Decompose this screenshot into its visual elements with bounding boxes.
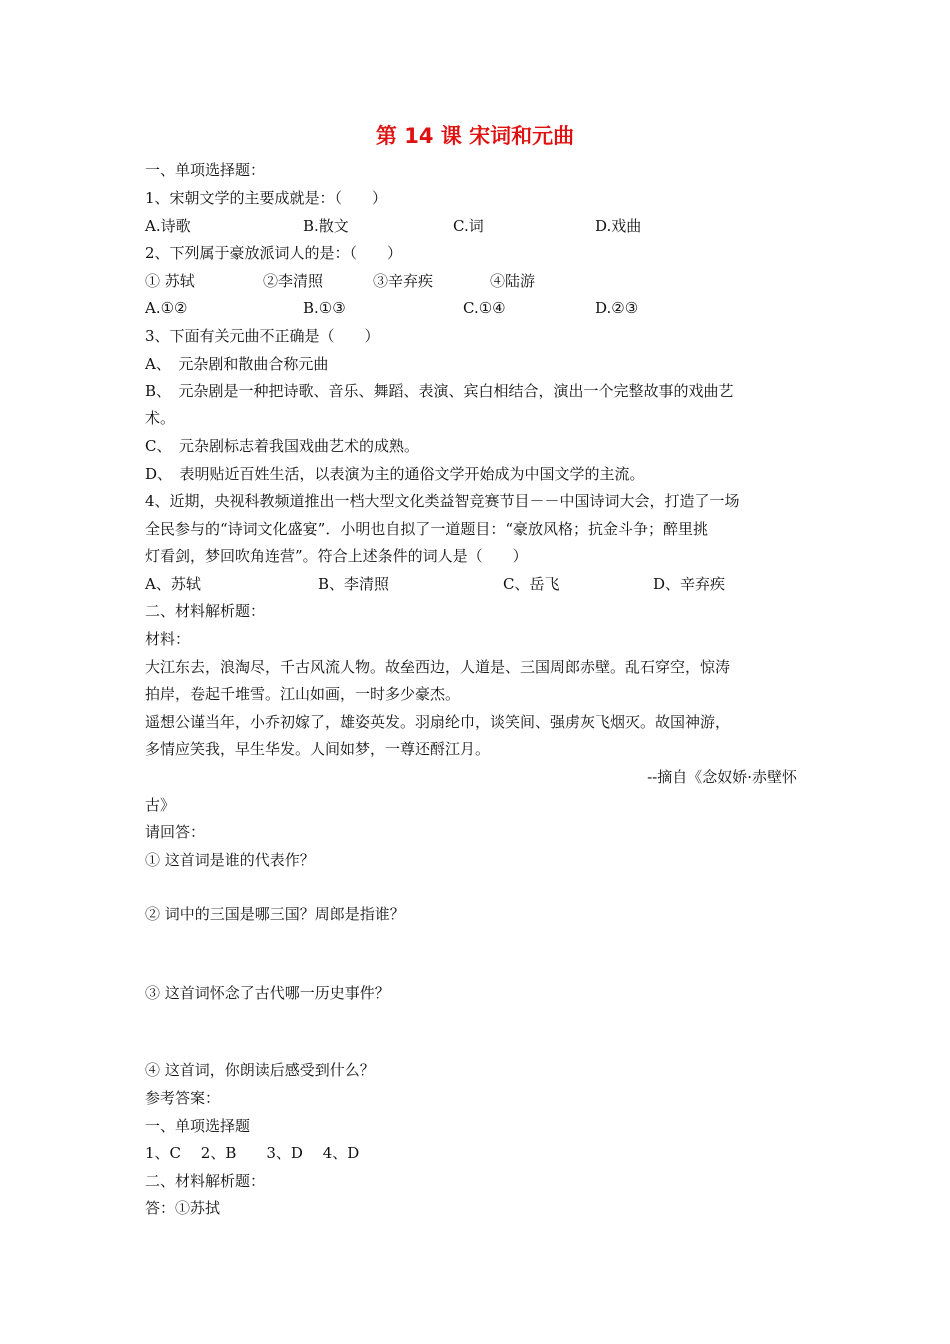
section1-heading: 一、单项选择题： — [145, 161, 266, 179]
q4-option-d: D、辛弃疾 — [653, 575, 726, 593]
q3-option-d: D、 表明贴近百姓生活，以表演为主的通俗文学开始成为中国文学的主流。 — [145, 465, 645, 483]
q2-item-3: ③辛弃疾 — [373, 272, 434, 290]
q2-option-d: D.②③ — [595, 299, 639, 317]
question-1: ① 这首词是谁的代表作？ — [145, 851, 315, 869]
poem-line: 拍岸，卷起千堆雪。江山如画，一时多少豪杰。 — [145, 685, 461, 703]
q3-option-c: C、 元杂剧标志着我国戏曲艺术的成熟。 — [145, 437, 419, 455]
poem-line: 大江东去，浪淘尽，千古风流人物。故垒西边，人道是、三国周郎赤壁。乱石穿空，惊涛 — [145, 658, 731, 676]
question-3: ③ 这首词怀念了古代哪一历史事件？ — [145, 984, 390, 1002]
poem-line: 多情应笑我，早生华发。人间如梦，一尊还酹江月。 — [145, 740, 491, 758]
q4-line3: 灯看剑，梦回吹角连营”。符合上述条件的词人是（ ） — [145, 547, 528, 565]
q4-option-c: C、岳飞 — [503, 575, 560, 593]
please-answer-label: 请回答： — [145, 823, 206, 841]
q2-item-4: ④陆游 — [490, 272, 536, 290]
answers-first: 答：①苏拭 — [145, 1199, 221, 1217]
q2-option-b: B.①③ — [303, 299, 346, 317]
q1-option-c: C.词 — [453, 217, 484, 235]
answers-heading: 参考答案： — [145, 1089, 221, 1107]
question-2: ② 词中的三国是哪三国？周郎是指谁？ — [145, 905, 405, 923]
poem-source: --摘自《念奴娇·赤壁怀 — [647, 768, 797, 786]
q3-option-b-line1: B、 元杂剧是一种把诗歌、音乐、舞蹈、表演、宾白相结合，演出一个完整故事的戏曲艺 — [145, 382, 734, 400]
q2-stem: 2、下列属于豪放派词人的是：（ ） — [145, 244, 403, 262]
q1-option-d: D.戏曲 — [595, 217, 642, 235]
poem-line: 遥想公谨当年，小乔初嫁了，雄姿英发。羽扇纶巾，谈笑间、强虏灰飞烟灭。故国神游， — [145, 713, 731, 731]
q3-stem: 3、下面有关元曲不正确是（ ） — [145, 327, 380, 345]
answers-multiple-choice: 1、C 2、B 3、D 4、D — [145, 1144, 360, 1162]
question-4: ④ 这首词，你朗读后感受到什么？ — [145, 1061, 375, 1079]
q2-option-a: A.①② — [145, 299, 188, 317]
q3-option-b-line2: 术。 — [145, 409, 176, 427]
q1-option-b: B.散文 — [303, 217, 349, 235]
poem-source-continued: 古》 — [145, 796, 176, 814]
q3-option-a: A、 元杂剧和散曲合称元曲 — [145, 355, 329, 373]
material-label: 材料： — [145, 630, 191, 648]
q2-item-2: ②李清照 — [263, 272, 324, 290]
q4-option-b: B、李清照 — [318, 575, 390, 593]
q1-option-a: A.诗歌 — [145, 217, 191, 235]
q4-option-a: A、苏轼 — [145, 575, 201, 593]
page-title: 第 14 课 宋词和元曲 — [375, 124, 575, 148]
q2-item-1: ① 苏轼 — [145, 272, 195, 290]
section2-heading: 二、材料解析题： — [145, 602, 266, 620]
q2-option-c: C.①④ — [463, 299, 506, 317]
answers-section2-heading: 二、材料解析题： — [145, 1172, 266, 1190]
q4-line1: 4、近期，央视科教频道推出一档大型文化类益智竞赛节目－－中国诗词大会，打造了一场 — [145, 492, 740, 510]
q1-stem: 1、宋朝文学的主要成就是：（ ） — [145, 189, 388, 207]
answers-section1-heading: 一、单项选择题 — [145, 1117, 251, 1135]
q4-line2: 全民参与的“诗词文化盛宴”．小明也自拟了一道题目：“豪放风格；抗金斗争；醉里挑 — [145, 520, 709, 538]
